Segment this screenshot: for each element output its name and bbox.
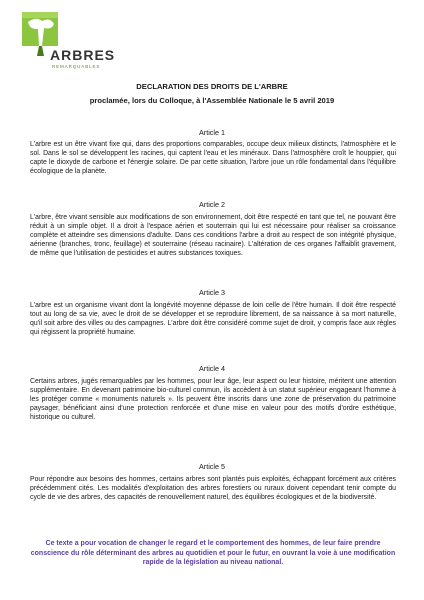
closing-statement: Ce texte a pour vocation de changer le regard et le comportement des hommes, de leur faire prendre conscience du rôle déterminant des arbres au quotidien et pour le futur, en ouvrant la voie à une modification rapide de la législation au niveau national. [30, 540, 396, 567]
logo-subtitle: REMARQUABLES [52, 64, 101, 69]
article-4-heading: Article 4 [199, 364, 225, 373]
article-3-heading: Article 3 [199, 288, 225, 297]
logo [22, 12, 122, 74]
article-2-text: L'arbre, être vivant sensible aux modifications de son environnement, doit être respecté en tant que tel, ne pouvant être réduit à un simple objet. Il a droit à l'espace aérien et souterrain qui lui est nécessaire pour réaliser sa croissance complète et atteindre ses dimensions d'adulte. Dans ces conditions l'arbre a droit au respect de son intégrité physique, aérienne (branches, tronc, feuillage) et souterraine (réseau racinaire). L'altération de ces organes l'affaiblit gravement, de même que l'utilisation de pesticides et autres substances toxiques. [30, 214, 396, 257]
document-subtitle: proclamée, lors du Colloque, à l'Assemblée Nationale le 5 avril 2019 [89, 96, 335, 105]
article-1-heading: Article 1 [199, 128, 225, 137]
article-2-heading: Article 2 [199, 200, 225, 209]
article-5-text: Pour répondre aux besoins des hommes, certains arbres sont plantés puis exploités, échappant forcément aux critères précédemment cités. Les modalités d'exploitation des arbres forestiers ou ruraux doivent cependant tenir compte du cycle de vie des arbres, des capacités de renouvellement naturel, des équilibres écologiques et de la biodiversité. [30, 476, 396, 501]
document-title: DECLARATION DES DROITS DE L'ARBRE [136, 82, 288, 91]
article-4-text: Certains arbres, jugés remarquables par les hommes, pour leur âge, leur aspect ou leur histoire, méritent une attention supplémentaire. En devenant patrimoine bio-culturel commun, ils accèdent à un statut supérieur engageant l'homme à les protéger comme « monuments naturels ». Ils peuvent être inscrits dans une zone de préservation du patrimoine paysager, bénéficiant ainsi d'une protection renforcée et d'une mise en valeur pour des motifs d'ordre esthétique, historique ou culturel. [30, 378, 396, 421]
article-5-heading: Article 5 [199, 462, 225, 471]
article-1-text: L'arbre est un être vivant fixe qui, dans des proportions comparables, occupe deux milieux distincts, l'atmosphère et le sol. Dans le sol se développent les racines, qui captent l'eau et les minéraux. Dans l'atmosphère croît le houppier, qui capte le dioxyde de carbone et l'énergie solaire. De par cette situation, l'arbre joue un rôle fondamental dans l'équilibre écologique de la planète. [30, 141, 396, 175]
logo-wordmark: ARBRES [50, 47, 116, 63]
article-3-text: L'arbre est un organisme vivant dont la longévité moyenne dépasse de loin celle de l'être humain. Il doit être respecté tout au long de sa vie, avec le droit de se développer et se reproduire librement, de sa naissance à sa mort naturelle, qu'il soit arbre des villes ou des campagnes. L'arbre doit être considéré comme sujet de droit, y compris face aux règles qui régissent la propriété humaine. [30, 302, 396, 336]
